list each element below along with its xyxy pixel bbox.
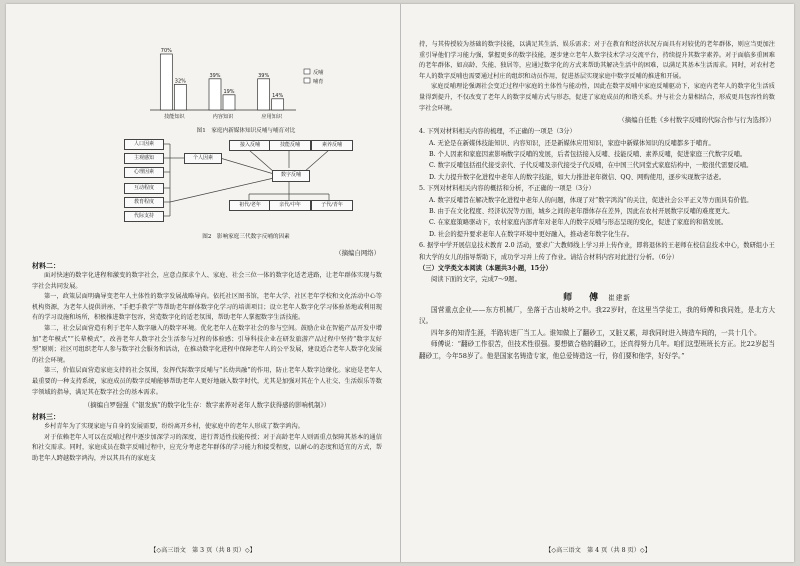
figure2-caption: 图2 影响家庭三代数字反哺的因素 [202, 234, 290, 240]
q4-option-b: B. 个人因素和家庭因素影响数字反哺的发展，后者包括接入反哺、技能反哺、素养反哺，促进家庭三代数字反哺。 [429, 150, 747, 158]
material-2-para-3: 第二，社会层面营造有利于老年人数字融入的数字环境。优化老年人在数字社会的参与空间。鼓励企业在智能产品开发中增加“老年模式”“长辈模式”，改善老年人数字社会生活参与过程的体验感；引导科技企业在研发旅游产品过程中坚持“数字友好型”原则；社区可组织老年人参与数字社会服务和活动，在推动数字化进程中保障老年人的公平发展，建设适合老年人数字化发展的社会环境。 [32, 324, 382, 364]
material-3-cont-para-2: 家庭反哺理论强调社会变迁过程中家庭的主体性与能动性，因此在数字反哺中家庭反哺驱动下，家庭内老年人的数字化生活质量得到提升，不仅改变了老年人的数字反哺方式与形态，促进了家庭成员的和谐关系。并与社会力量相结合，形成更具包容性的数字社会环境。 [419, 83, 775, 112]
data-label-哺育-技能知识: 32% [174, 78, 186, 85]
source-note-3: （摘编自任胜《乡村数字反哺的代际合作与行为选择》） [618, 116, 775, 125]
factor-box-education: 教育程度 [124, 197, 164, 208]
parent-box: 亲代/中年 [269, 200, 311, 211]
individual-factor-box: 个人因素 [184, 153, 222, 164]
page-4 [400, 4, 795, 562]
q4-option-d: D. 大力提升数字化进程中老年人的数字技能，如大力推进老年微信、QQ、网购使用，逐步实现数字适老。 [429, 173, 726, 181]
page-3 [6, 4, 400, 562]
story-para-3: 师傅说：“翻砂工作很苦，但技术性很强。要想做合格的翻砂工，还真得努力几年。咱们这型班班长方正。比22岁起当翻砂工，今年58岁了。他是国家名铸造专家，他总爱铸造这一行，你们要和他学，好好学。” [419, 340, 775, 360]
q5-option-a: A. 数字反哺旨在解决数字化进程中老年人的问题，体现了对“数字鸿沟”的关注，促进社会公平正义等方面具有价值。 [429, 196, 753, 204]
material-2-label: 材料二： [32, 261, 60, 270]
data-label-哺育-内容知识: 19% [223, 88, 235, 95]
bar-反哺-应用知识 [258, 79, 270, 110]
material-3-para-2: 对于依赖老年人可以在反哺过程中逐步加深学习的深度，进行普适性技能传授；对于高龄老年人则需重点保障其基本的通信和社交需求。同时，家庭成员在数字反哺过程中，应充分考虑老年群体的学习能力和接受程度，以耐心的态度和适宜的方式，帮助老年人跨越数字鸿沟，并以其具有的家庭支 [32, 433, 382, 462]
material-3-label: 材料三： [32, 412, 60, 422]
bar-反哺-技能知识 [160, 54, 172, 110]
q5-option-b: B. 由于在文化程度、经济状况等方面，城乡之间的老年群体存在差异，因此在农村开展数字反哺的难度更大。 [429, 208, 734, 215]
right-text-block [401, 40, 795, 540]
bar-chart-figure1 [146, 38, 346, 124]
question-4: 4. 下列对材料相关内容的梳理，不正确的一项是（3分） [419, 128, 576, 136]
digital-feedback-box: 数字反哺 [272, 170, 310, 182]
figure2-diagram [124, 138, 374, 228]
tick-label-技能知识: 技能知识 [163, 114, 185, 120]
tick-label-应用知识: 应用知识 [261, 114, 283, 120]
story-para-1: 国营重点企业——东方机械厂，坐落于古山坡岭之中。我22岁时，在这里当学徒工，我的师傅和我同姓，是北方大汉。 [419, 305, 775, 326]
factor-box-population: 人口因素 [124, 139, 164, 150]
factor-box-psychology: 心理因素 [124, 167, 164, 178]
source-note-1: （摘编自网络） [335, 249, 380, 257]
bar-哺育-技能知识 [174, 84, 186, 110]
child-box: 子代/青年 [311, 200, 353, 211]
factor-box-interaction: 互动程度 [124, 183, 164, 194]
q5-option-d: D. 社会的提升要求老年人在数字环境中更好融入，推动老年数字化生存。 [429, 230, 634, 238]
legend-label-反哺: 反哺 [313, 70, 324, 76]
factor-box-intergen-support: 代际支持 [124, 211, 164, 222]
data-label-反哺-内容知识: 39% [209, 72, 221, 79]
legend-swatch-反哺 [304, 69, 310, 74]
material-2-para-2: 第一，政策层面明确导变老年人主体性的数字发展战略导向。依托社区图书馆，老年大学、社区老年学校和文化活动中心等机构资源，为老年人提供讲座、“手把手教学”等帮助老年群体数字化学习的培训项目；设立老年人数字化学习体验基地或利用现有的学习设施和场所，积极推进数字包容，营造数字化的适老氛围，帮助老年人掌握数字生活技能。 [32, 293, 382, 322]
data-label-反哺-应用知识: 39% [258, 72, 270, 79]
page-3-footer: 【◇高三语文 第 3 页（共 8 页）◇】 [150, 547, 256, 554]
story-para-2: 四年多的知青生涯，半路转进厂当工人。谁知做上了翻砂工，又脏又累，却我同时进入铸造车间的，一共十几个。 [431, 328, 761, 337]
left-text-block [6, 260, 400, 540]
data-label-哺育-应用知识: 14% [272, 92, 284, 99]
q5-option-c: C. 在家庭策略驱动下，农村家庭内部青年对老年人的数字反哺与形态呈现的变化，促进了家庭的和谐发展。 [429, 219, 728, 227]
figure1-caption: 图1 家庭内新媒体知识反哺与哺育对比 [196, 128, 296, 134]
page-4-footer: 【◇高三语文 第 4 页（共 8 页）◇】 [545, 547, 651, 554]
material-2-para-4: 第三，价值层面营造家庭支持的社会氛围，发挥代际数字反哺与“长幼共融”的作用，防止老年人数字边缘化。家庭是老年人最重要的一种支持系统，家庭成员的数字反哺能够帮助老年人更好地融入数字时代，尤其是加强对其在个人社交、生活娱乐等数字领域的指导，满足其在数字社会的基本需求。 [32, 367, 382, 396]
story-title-text: 师 傅 [563, 292, 603, 303]
bar-反哺-内容知识 [209, 79, 221, 110]
factor-box-perception: 主观感知 [124, 153, 164, 164]
bar-哺育-应用知识 [272, 99, 284, 110]
question-6: 6. 据学中学开展信息技术教育 2.0 活动，要求广大教师线上学习并上传作业，即将退休的王老师在校信息技术中心，数研组小王和大学的女儿的指导帮助下，成功学习并上传了作业。请结合材料内容对此进行分析。（6分） [419, 242, 775, 261]
q4-option-c: C. 数字反哺包括祖代接受亲代、子代反哺及亲代接受子代反哺，在中国三代同堂式家庭结构中，一般很代需要反哺。 [429, 162, 753, 170]
access-feedback-box: 接入反哺 [229, 140, 271, 151]
story-author: 崔建新 [608, 293, 631, 302]
question-5: 5. 下列对材料相关内容的概括和分析，不正确的一项是（3分） [419, 185, 595, 193]
source-note-2: （摘编自罗强强《“银发族”的数字化生存：数字素养对老年人数字获得感的影响机制》） [83, 401, 331, 410]
data-label-反哺-技能知识: 70% [160, 48, 172, 54]
skill-feedback-box: 技能反哺 [269, 140, 311, 151]
material-3-para-1: 乡村青年为了实现家庭与自身的发展需要，纷纷离开乡村，使家庭中的老年人形成了数字鸿沟。 [44, 423, 304, 431]
material-3-cont-para-1: 持，与其传授较为基础的数字技能，以满足其生活、娱乐需求；对于在教育和经济状况方面具有对较优的老年群体，则应当更加注重引导他们学习能力强，掌握更多的数字技能，逐步建立老年人数字技术学习交流平台，持续提升其数字素养。对于面临多重困难的老年群体，如高龄、失能、独居等，应通过数字化的方式来帮助其解决生活中的困难，以满足其基本生活需求。同时，对农村老年人的数字反哺也需要通过村庄的组织和动员作用，促进基层实现家庭中数字反哺的推进和开展。 [419, 41, 775, 80]
legend-swatch-哺育 [304, 78, 310, 83]
literacy-feedback-box: 素养反哺 [311, 140, 353, 151]
tick-label-内容知识: 内容知识 [212, 114, 234, 120]
story-title [419, 290, 775, 303]
section-3-heading: （三）文学类文本阅读（本题共3小题，15分） [419, 265, 552, 273]
exam-sheet [6, 4, 794, 562]
bar-哺育-内容知识 [223, 95, 235, 110]
section-3-instruction: 阅读下面的文字，完成7～9题。 [431, 276, 521, 284]
grandparent-box: 祖代/老年 [229, 200, 271, 211]
material-2-para-1: 面对快速的数字化进程和激变的数字社会，应意点探求个人、家庭、社会三位一体的数字化适老进路，让老年群体实现与数字社会共同发展。 [32, 272, 382, 290]
legend-label-哺育: 哺育 [313, 79, 324, 85]
q4-option-a: A. 无论是在新媒体技能知识、内容知识，还是新媒体应用知识，家庭中新媒体知识的反哺都多于哺育。 [429, 139, 715, 147]
